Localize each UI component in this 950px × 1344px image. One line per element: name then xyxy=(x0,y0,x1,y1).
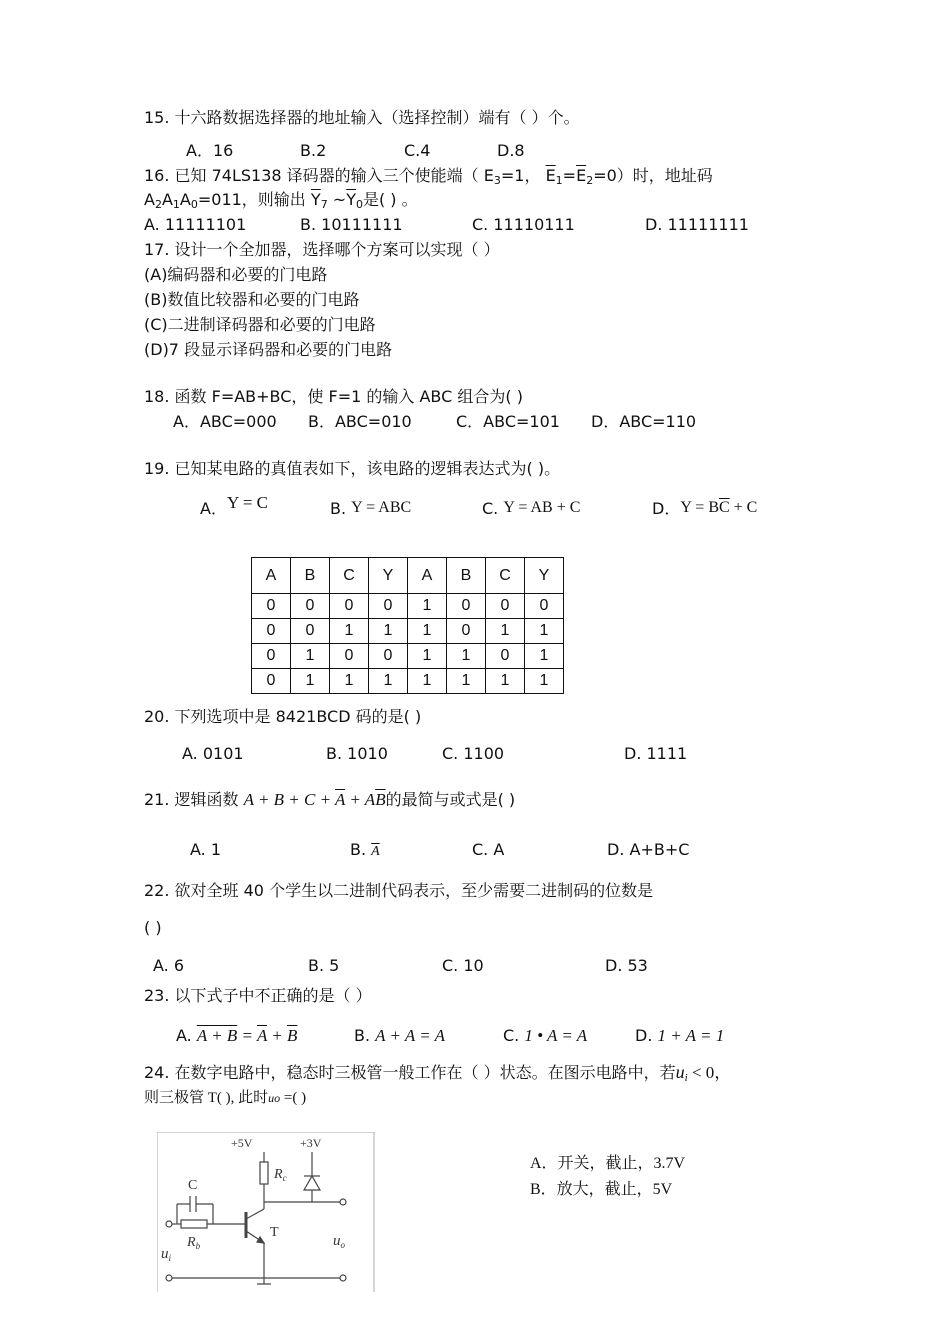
q19-option-d: D．$Y = B\overline{C} + C$ xyxy=(652,499,758,518)
q24-option-a: A．开关，截止，3.7V xyxy=(530,1155,686,1172)
q23-stem: 23. 以下式子中不正确的是（ ） xyxy=(144,986,372,1005)
q18-option-d: D．ABC=110 xyxy=(591,412,697,431)
q21-option-b: B. $\overline{A}$ xyxy=(350,840,380,859)
q18-option-a: A．ABC=000 xyxy=(173,412,277,431)
header-cell: B xyxy=(291,558,330,594)
table-cell: 0 xyxy=(447,594,486,619)
q17-option-a: (A)编码器和必要的门电路 xyxy=(144,265,328,284)
q16-option-b: B. 10111111 xyxy=(300,215,403,234)
table-cell: 1 xyxy=(291,644,330,669)
q19-option-c: C. Y = AB + C xyxy=(482,499,581,518)
table-row xyxy=(252,644,564,669)
table-cell: 0 xyxy=(330,594,369,619)
transistor-circuit-diagram xyxy=(157,1132,375,1292)
table-cell: 0 xyxy=(369,594,408,619)
q16-stem-line2: $A_2A_1A_0=011$，则输出 $\overline{Y}_7$ $\sim\overline{Y}_0$是( ) 。 xyxy=(144,190,418,211)
table-row xyxy=(252,594,564,619)
q22-option-a: A. 6 xyxy=(153,956,185,975)
q20-option-d: D. 1111 xyxy=(624,744,688,763)
table-row xyxy=(252,619,564,644)
q17-option-b: (B)数值比较器和必要的门电路 xyxy=(144,290,360,309)
q24-stem-line2: 则三极管 T( ), 此时uo =( ) xyxy=(144,1090,307,1106)
q21-option-c: C. A xyxy=(472,840,505,859)
vcc-label: +5V xyxy=(231,1136,253,1150)
q16-option-a: A. 11111101 xyxy=(144,215,247,234)
q23-option-b: B. A + A = A xyxy=(354,1026,446,1045)
q23-option-c: C. 1 • A = A xyxy=(503,1026,588,1045)
output-voltage-label: $u_o$ xyxy=(333,1233,345,1250)
rb-label: $R_b$ xyxy=(187,1235,201,1251)
truth-table-header xyxy=(252,558,564,594)
table-cell: 1 xyxy=(408,644,447,669)
table-cell: 0 xyxy=(252,644,291,669)
q23-option-a: A. $A + B = \overline{A} + \overline{B}$ xyxy=(176,1026,298,1045)
v3-label: +3V xyxy=(300,1136,322,1150)
table-cell: 1 xyxy=(291,669,330,694)
q15-option-b: B.2 xyxy=(300,141,327,160)
input-voltage-label: $u_i$ xyxy=(161,1246,172,1263)
table-cell: 0 xyxy=(525,594,564,619)
q15-option-a: A．16 xyxy=(186,141,234,160)
header-cell: B xyxy=(447,558,486,594)
q22-stem: 22. 欲对全班 40 个学生以二进制代码表示，至少需要二进制码的位数是 xyxy=(144,881,654,900)
q22-option-c: C. 10 xyxy=(442,956,484,975)
truth-table xyxy=(251,557,564,694)
table-cell: 0 xyxy=(486,594,525,619)
q18-option-b: B．ABC=010 xyxy=(308,412,412,431)
table-cell: 1 xyxy=(330,619,369,644)
table-cell: 0 xyxy=(252,669,291,694)
q23-option-d: D. 1 + A = 1 xyxy=(635,1026,725,1045)
table-cell: 1 xyxy=(330,669,369,694)
transistor-label: T xyxy=(270,1225,279,1240)
table-row xyxy=(252,669,564,694)
table-cell: 0 xyxy=(486,644,525,669)
table-cell: 1 xyxy=(447,669,486,694)
table-cell: 1 xyxy=(447,644,486,669)
q18-stem: 18. 函数 F=AB+BC，使 F=1 的输入 ABC 组合为( ) xyxy=(144,387,523,406)
q22-option-b: B. 5 xyxy=(308,956,340,975)
table-cell: 0 xyxy=(291,619,330,644)
q19-stem: 19. 已知某电路的真值表如下，该电路的逻辑表达式为( )。 xyxy=(144,459,561,478)
table-cell: 0 xyxy=(252,619,291,644)
table-cell: 1 xyxy=(408,594,447,619)
header-cell: A xyxy=(252,558,291,594)
table-cell: 1 xyxy=(408,669,447,694)
header-cell: C xyxy=(330,558,369,594)
q22-option-d: D. 53 xyxy=(605,956,648,975)
table-cell: 0 xyxy=(447,619,486,644)
q17-stem: 17. 设计一个全加器，选择哪个方案可以实现（ ） xyxy=(144,240,500,259)
table-cell: 1 xyxy=(525,669,564,694)
rc-label: $R_c$ xyxy=(274,1167,287,1183)
table-cell: 1 xyxy=(486,669,525,694)
table-cell: 0 xyxy=(291,594,330,619)
q20-option-b: B. 1010 xyxy=(326,744,388,763)
table-cell: 0 xyxy=(330,644,369,669)
header-cell: Y xyxy=(525,558,564,594)
q20-option-a: A. 0101 xyxy=(182,744,244,763)
table-cell: 1 xyxy=(369,619,408,644)
table-cell: 1 xyxy=(486,619,525,644)
q17-option-c: (C)二进制译码器和必要的门电路 xyxy=(144,315,376,334)
q24-option-b: B．放大，截止，5V xyxy=(530,1181,673,1198)
q15-option-d: D.8 xyxy=(497,141,525,160)
table-cell: 1 xyxy=(525,619,564,644)
q20-option-c: C. 1100 xyxy=(442,744,505,763)
q21-option-d: D. A+B+C xyxy=(607,840,690,859)
q16-option-d: D. 11111111 xyxy=(645,215,749,234)
q15-stem: 15. 十六路数据选择器的地址输入（选择控制）端有（ ）个。 xyxy=(144,108,580,127)
table-cell: 0 xyxy=(369,644,408,669)
q21-option-a: A. 1 xyxy=(190,840,222,859)
header-cell: Y xyxy=(369,558,408,594)
q16-stem-line1: 16. 已知 74LS138 译码器的输入三个使能端（ $E_3=1$， $\overline{E}_1=\overline{E}_2=0$）时，地址码 xyxy=(144,166,713,187)
q15-option-c: C.4 xyxy=(404,141,431,160)
table-cell: 0 xyxy=(252,594,291,619)
q24-stem-line1: 24. 在数字电路中，稳态时三极管一般工作在（ ）状态。在图示电路中，若$u_i < 0$， xyxy=(144,1062,732,1084)
q17-option-d: (D)7 段显示译码器和必要的门电路 xyxy=(144,340,393,359)
q16-option-c: C. 11110111 xyxy=(472,215,575,234)
header-cell: A xyxy=(408,558,447,594)
q20-stem: 20. 下列选项中是 8421BCD 码的是( ) xyxy=(144,707,422,726)
header-cell: C xyxy=(486,558,525,594)
q21-stem: 21. 逻辑函数 $A + B + C + \overline{A} + A\overline{B}$的最简与或式是( ) xyxy=(144,790,516,809)
table-cell: 1 xyxy=(408,619,447,644)
capacitor-label: C xyxy=(188,1178,198,1193)
q22-answer-blank: ( ) xyxy=(144,918,162,937)
q19-option-b: B. Y = ABC xyxy=(330,499,412,518)
table-cell: 1 xyxy=(525,644,564,669)
q18-option-c: C．ABC=101 xyxy=(456,412,560,431)
q19-option-a: A．Y = C xyxy=(200,493,269,518)
table-cell: 1 xyxy=(369,669,408,694)
